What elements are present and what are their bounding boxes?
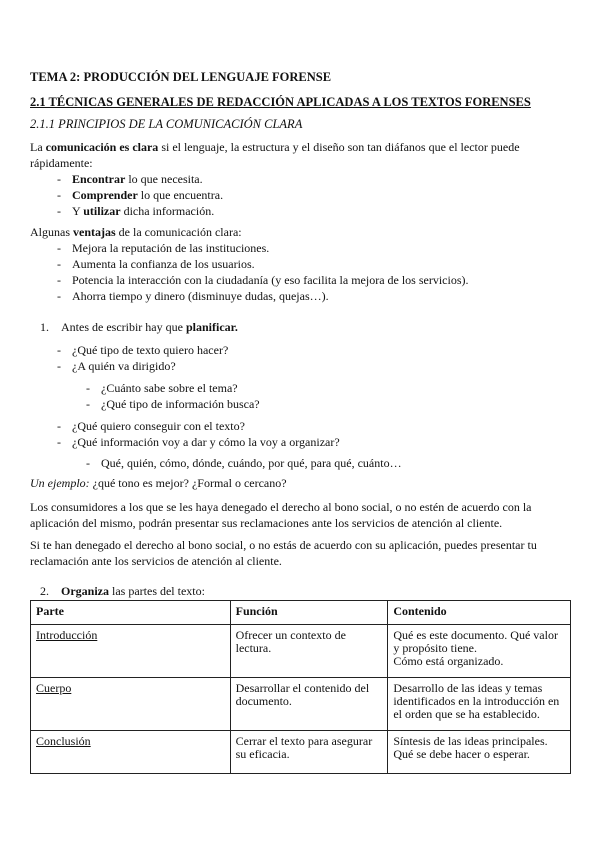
parts-table [30, 600, 571, 774]
list-item: - ¿Qué información voy a dar y cómo la voy a organizar? [57, 435, 340, 449]
funcion-cell: Desarrollar el contenido del documento. [230, 678, 388, 731]
bold-text: comunicación es clara [45, 140, 159, 154]
list-item: - Encontrar lo que necesita. [57, 172, 203, 186]
subsection-heading: 2.1.1 PRINCIPIOS DE LA COMUNICACIÓN CLARA [30, 117, 303, 131]
document-title: TEMA 2: PRODUCCIÓN DEL LENGUAJE FORENSE [30, 70, 332, 84]
header-cell: Contenido [388, 601, 571, 625]
numbered-item-2: 2. Organiza las partes del texto: [40, 584, 205, 598]
list-item: - ¿Qué tipo de texto quiero hacer? [57, 343, 229, 357]
intro-paragraph-line2: rápidamente: [30, 156, 93, 170]
table-header-row [31, 601, 571, 625]
list-item: - Potencia la interacción con la ciudadanía (y eso facilita la mejora de los servicios). [57, 273, 469, 287]
table-row [31, 625, 571, 678]
parte-cell: Conclusión [31, 731, 231, 774]
sub-list-item: - ¿Cuánto sabe sobre el tema? [86, 381, 238, 395]
list-item: - Y utilizar dicha información. [57, 204, 215, 218]
cercano-example: Si te han denegado el derecho al bono social, o no estás de acuerdo con su aplicación, puedes presentar tu [30, 538, 537, 552]
list-item: - Ahorra tiempo y dinero (disminuye dudas, quejas…). [57, 289, 329, 303]
intro-paragraph [30, 140, 520, 155]
formal-example: Los consumidores a los que se les haya denegado el derecho al bono social, o no estén de acuerdo con la [30, 500, 532, 514]
funcion-cell: Cerrar el texto para asegurar su eficacia. [230, 731, 388, 774]
formal-example: aplicación del mismo, podrán presentar sus reclamaciones ante los servicios de atención al cliente. [30, 516, 503, 530]
header-cell: Función [230, 601, 388, 625]
section-heading: 2.1 TÉCNICAS GENERALES DE REDACCIÓN APLICADAS A LOS TEXTOS FORENSES [30, 95, 531, 109]
text: si el lenguaje, la estructura y el diseño son tan diáfanos que el lector puede [158, 140, 520, 154]
numbered-item-1: 1. Antes de escribir hay que planificar. [40, 320, 238, 334]
contenido-cell: Qué es este documento. Qué valor y propósito tiene. Cómo está organizado. [388, 625, 571, 678]
table-row [31, 678, 571, 731]
example-line: Un ejemplo: ¿qué tono es mejor? ¿Formal o cercano? [30, 476, 287, 490]
contenido-cell: Síntesis de las ideas principales. Qué se debe hacer o esperar. [388, 731, 571, 774]
cercano-example: reclamación ante los servicios de atención al cliente. [30, 554, 282, 568]
table-row [31, 731, 571, 774]
list-item: - Mejora la reputación de las instituciones. [57, 241, 270, 255]
list-item: - ¿Qué quiero conseguir con el texto? [57, 419, 245, 433]
parte-cell: Introducción [31, 625, 231, 678]
funcion-cell: Ofrecer un contexto de lectura. [230, 625, 388, 678]
ventajas-intro: Algunas ventajas de la comunicación clara: [30, 225, 242, 239]
contenido-cell: Desarrollo de las ideas y temas identificados en la introducción en el orden que se ha establecido. [388, 678, 571, 731]
parte-cell: Cuerpo [31, 678, 231, 731]
sub-list-item: - ¿Qué tipo de información busca? [86, 397, 260, 411]
sub-list-item: - Qué, quién, cómo, dónde, cuándo, por qué, para qué, cuánto… [86, 456, 402, 470]
list-item: - ¿A quién va dirigido? [57, 359, 176, 373]
list-item: - Aumenta la confianza de los usuarios. [57, 257, 255, 271]
header-cell: Parte [31, 601, 231, 625]
list-item: - Comprender lo que encuentra. [57, 188, 224, 202]
text: La [30, 140, 46, 154]
